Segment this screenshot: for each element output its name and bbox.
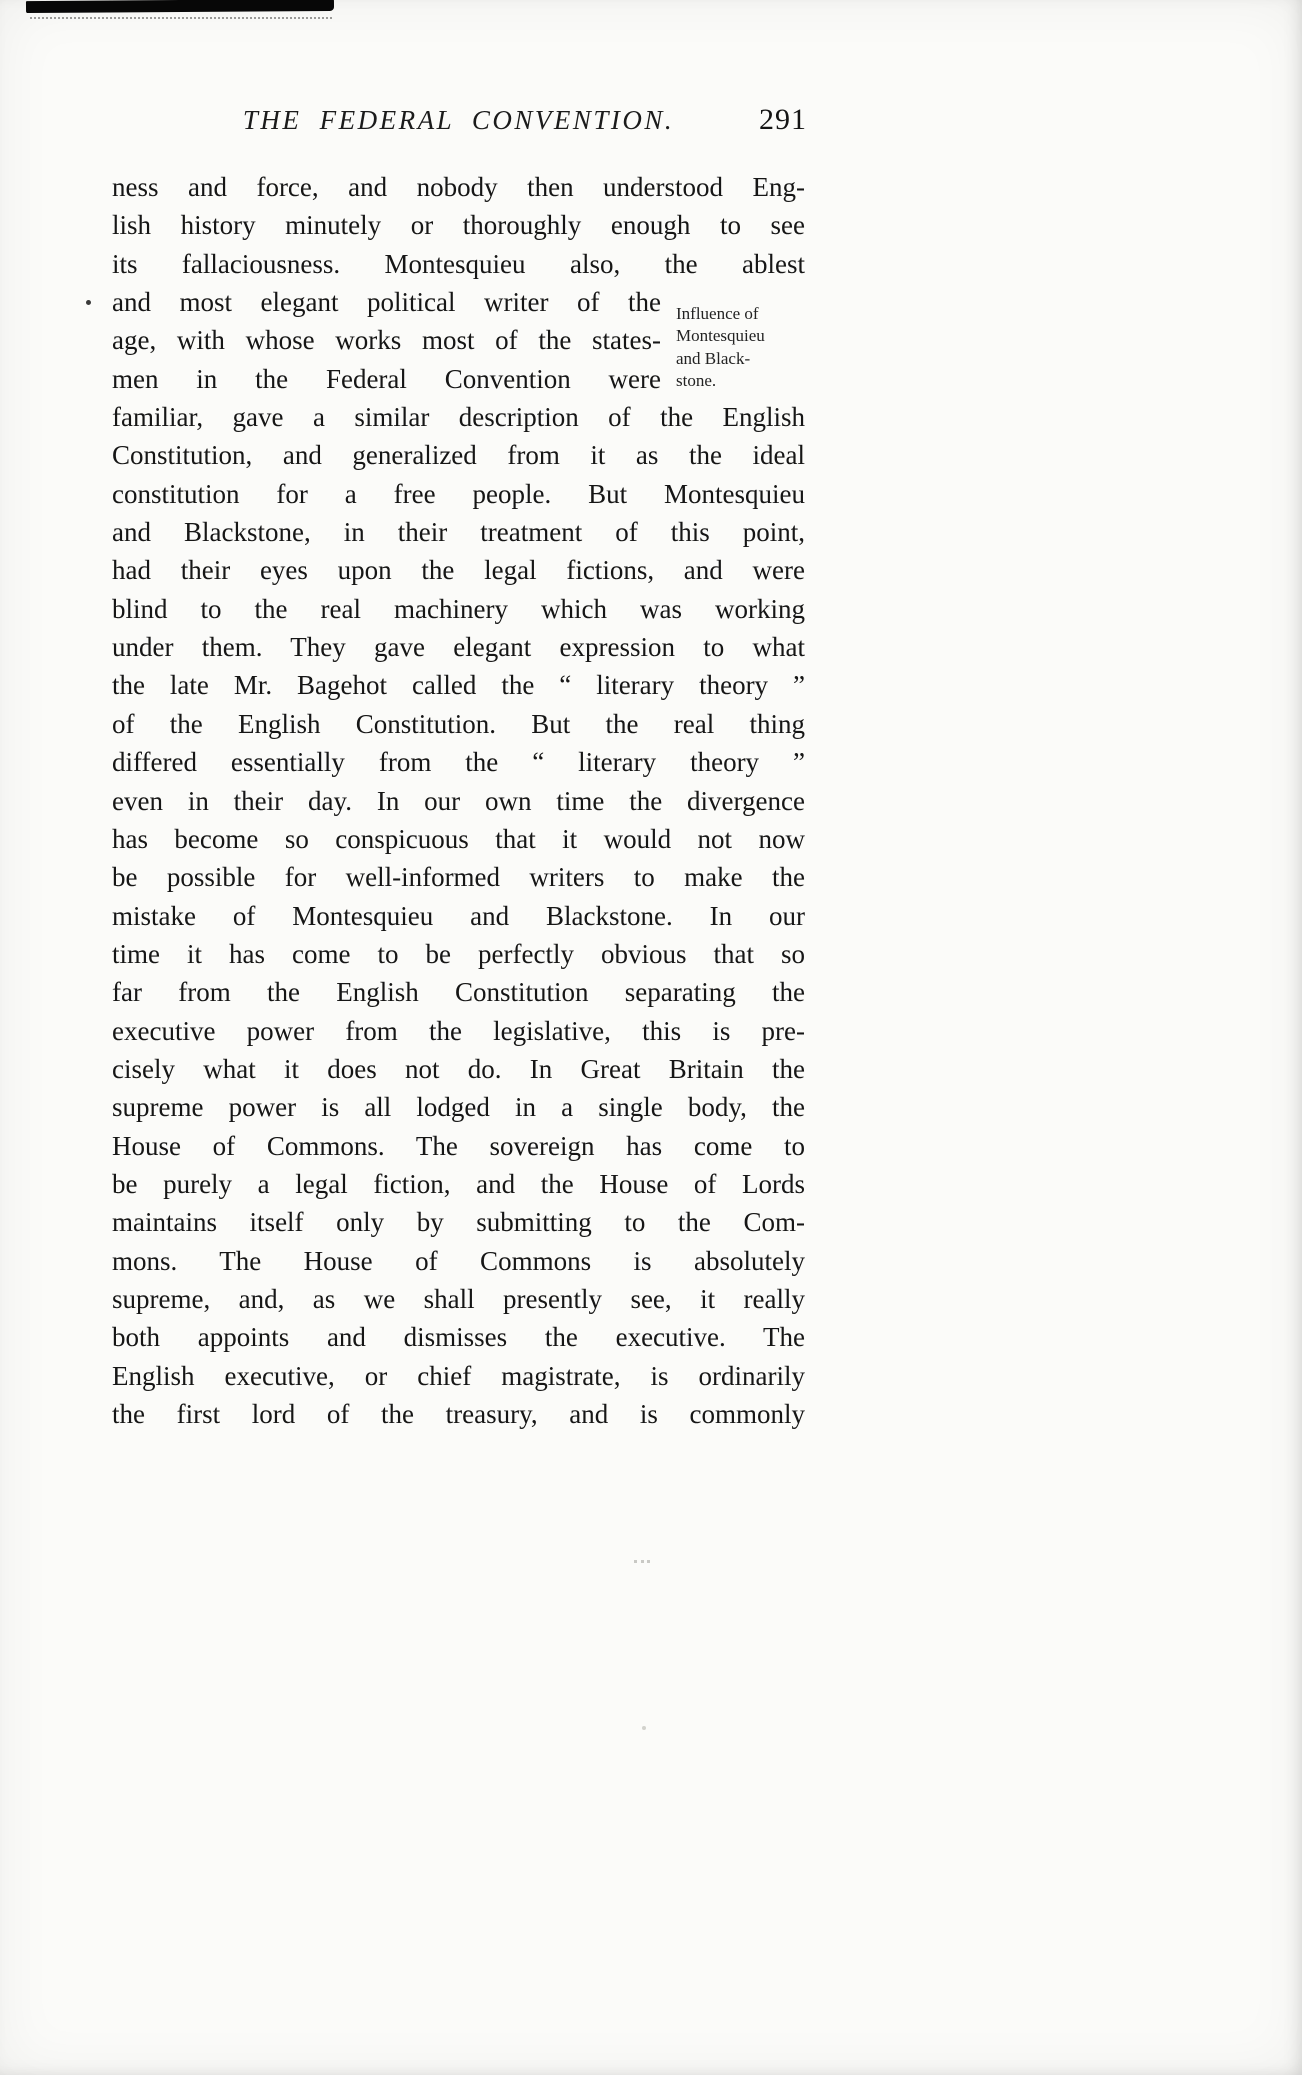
body-text-line: Constitution, and generalized from it as the ideal [112,440,805,471]
body-text-line: supreme power is all lodged in a single body, the [112,1092,805,1123]
body-text-line: maintains itself only by submitting to the Com- [112,1207,805,1238]
body-text-line: age, with whose works most of the states- [112,325,661,356]
body-text-line: mistake of Montesquieu and Blackstone. In our [112,900,805,931]
body-text-line: House of Commons. The sovereign has come to [112,1130,805,1161]
page-header [112,103,805,145]
body-text-line: its fallaciousness. Montesquieu also, the ablest [112,248,805,279]
sidenote-line: and Black- [676,348,751,368]
body-text-line: men in the Federal Convention were [112,363,661,394]
running-title: THE FEDERAL CONVENTION. [242,105,675,135]
page-number: 291 [759,103,807,136]
body-text-line: be possible for well-informed writers to make the [112,862,805,893]
body-text-line: far from the English Constitution separating the [112,977,805,1008]
sidenote-line: Influence of [676,304,759,323]
body-text-line: ness and force, and nobody then understood Eng- [112,172,805,202]
sidenote-line: stone. [676,371,717,391]
scan-artifact-bar [26,0,334,13]
body-text-line: differed essentially from the “ literary theory ” [112,747,805,778]
scan-speck [634,1560,650,1563]
body-text-line: even in their day. In our own time the divergence [112,785,805,816]
body-text-line: English executive, or chief magistrate, is ordinarily [112,1360,805,1391]
body-text-line: and most elegant political writer of the [112,287,661,318]
body-text-line: blind to the real machinery which was working [112,593,805,624]
body-text-line: mons. The House of Commons is absolutely [112,1245,805,1276]
body-text-line: executive power from the legislative, this is pre- [112,1015,805,1046]
body-text-line: has become so conspicuous that it would not now [112,823,805,854]
body-text-line: and Blackstone, in their treatment of this point, [112,517,805,548]
body-text-line: both appoints and dismisses the executive. The [112,1322,805,1353]
body-text-line: lish history minutely or thoroughly enough to see [112,210,805,241]
scan-artifact-dotted-line [30,17,332,19]
body-text-line: be purely a legal fiction, and the House of Lords [112,1168,805,1199]
sidenote-line: Montesquieu [676,326,765,346]
body-text-line: the first lord of the treasury, and is commonly [112,1399,805,1429]
body-text [112,168,805,1433]
body-text-line: time it has come to be perfectly obvious that so [112,938,805,969]
body-text-line: cisely what it does not do. In Great Britain the [112,1053,805,1084]
body-text-line: supreme, and, as we shall presently see, it really [112,1283,805,1314]
body-text-line: had their eyes upon the legal fictions, and were [112,555,805,586]
body-text-line: familiar, gave a similar description of the English [112,402,805,433]
scan-speck [642,1726,646,1730]
body-text-line: the late Mr. Bagehot called the “ literary theory ” [112,670,805,701]
scan-speck [86,300,91,305]
body-text-line: of the English Constitution. But the real thing [112,708,805,739]
body-text-line: under them. They gave elegant expression to what [112,632,805,663]
body-text-line: constitution for a free people. But Montesquieu [112,478,805,509]
